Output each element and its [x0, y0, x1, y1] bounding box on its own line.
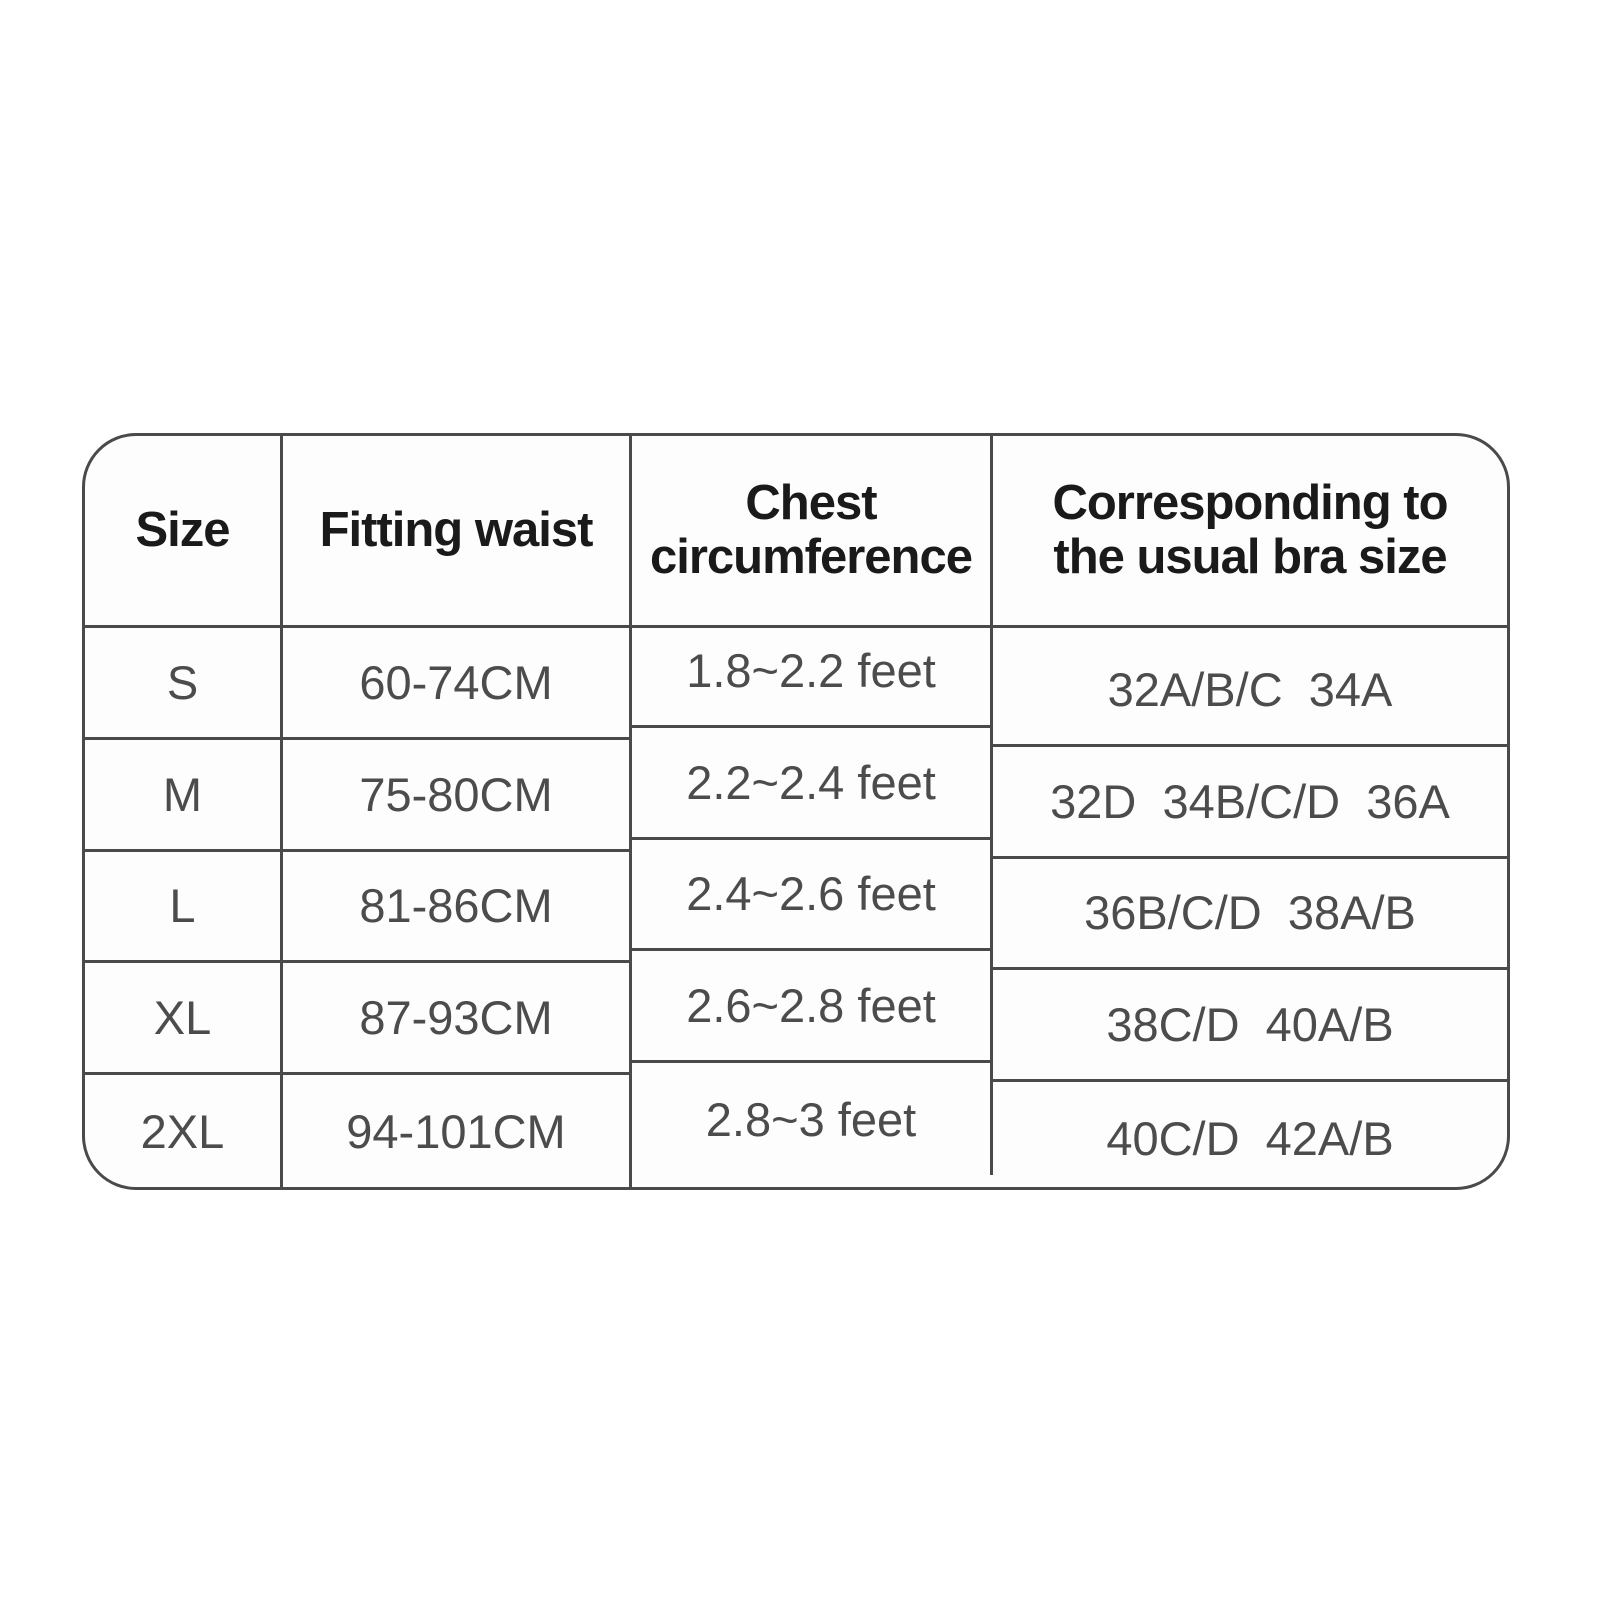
cell-row-l-size: L: [85, 852, 283, 964]
cell-row-xl-waist: 87-93CM: [283, 963, 632, 1075]
cell-row-xl-bra: 38C/D 40A/B: [993, 970, 1507, 1082]
cell-row-xl-chest: 2.6~2.8 feet: [632, 951, 993, 1063]
header-chest-line2: circumference: [649, 529, 972, 584]
header-bra-line1: Corresponding to: [1052, 475, 1448, 530]
cell-row-m-size: M: [85, 740, 283, 852]
cell-row-l-waist: 81-86CM: [283, 852, 632, 964]
cell-row-m-bra: 32D 34B/C/D 36A: [993, 747, 1507, 859]
cell-row-l-bra: 36B/C/D 38A/B: [993, 859, 1507, 971]
cell-row-2xl-bra: 40C/D 42A/B: [1106, 1111, 1394, 1165]
cell-row-2xl-chest: 2.8~3 feet: [632, 1063, 993, 1175]
header-cell-fitting-waist: Fitting waist: [283, 436, 632, 628]
header-chest-line1: Chest: [745, 475, 877, 530]
cell-row-s-waist: 60-74CM: [283, 628, 632, 740]
cell-row-2xl-size: 2XL: [85, 1075, 283, 1187]
size-chart-table: [82, 433, 1510, 1190]
header-cell-chest-circumference: [632, 436, 993, 628]
cell-row-m-waist: 75-80CM: [283, 740, 632, 852]
cell-row-m-chest: 2.2~2.4 feet: [632, 728, 993, 840]
header-bra-line2: the usual bra size: [1053, 529, 1447, 584]
cell-row-l-chest: 2.4~2.6 feet: [632, 840, 993, 952]
cell-row-s-chest: 1.8~2.2 feet: [632, 616, 993, 728]
cell-row-s-size: S: [85, 628, 283, 740]
header-cell-bra-size: [993, 436, 1507, 628]
cell-row-s-bra: 32A/B/C 34A: [993, 635, 1507, 747]
cell-row-2xl-waist: 94-101CM: [283, 1075, 632, 1187]
cell-row-xl-size: XL: [85, 963, 283, 1075]
header-cell-size: Size: [85, 436, 283, 628]
